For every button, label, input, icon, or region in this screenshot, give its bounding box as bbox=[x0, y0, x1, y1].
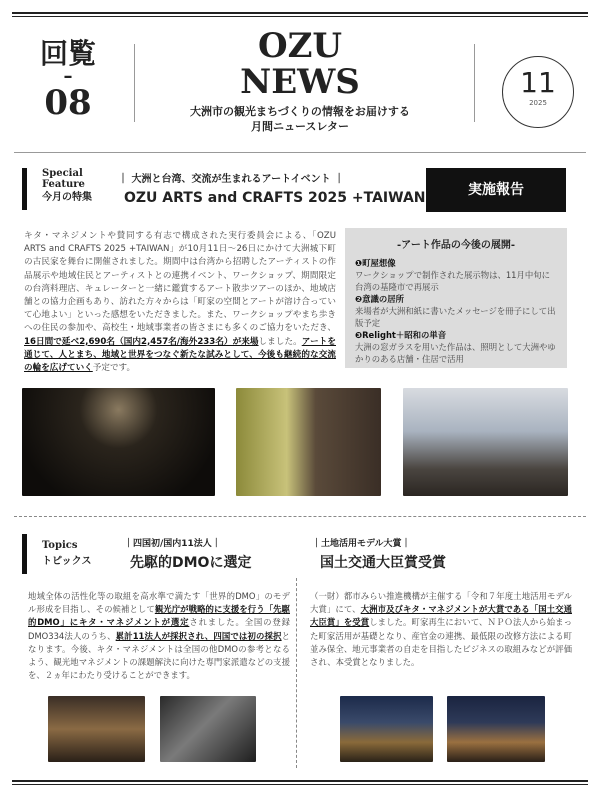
feature-body bbox=[24, 230, 336, 375]
highlight: 累計11法人が採択され、四国では初の採択 bbox=[115, 630, 282, 641]
bottom-rule bbox=[12, 780, 588, 785]
feature-label bbox=[42, 168, 92, 206]
photo-machiya-night bbox=[340, 696, 433, 762]
kairan-label: 回覧 bbox=[39, 37, 96, 70]
future-plans-box bbox=[345, 228, 567, 368]
text: しました。町家再生において、ＮＰＯ法人から始まった町家活用が基礎となり、産官金の連携、最低限の改修方法による町並み保全、地元事業者の自走を目指したビジネスの取組みなどが評価され、本受賞となりました。 bbox=[310, 617, 572, 668]
text: 予定です。 bbox=[92, 363, 136, 374]
title-line2: NEWS bbox=[240, 62, 360, 102]
highlight: 16日間で延べ2,690名（国内2,457名/海外233名）が来場 bbox=[24, 336, 259, 347]
photo-drawer-installation bbox=[236, 388, 381, 496]
topic-left-body bbox=[28, 590, 290, 682]
text: しました。 bbox=[258, 336, 302, 347]
item-head: ❶町屋想像 bbox=[355, 258, 396, 268]
kairan-dash: – bbox=[63, 66, 73, 87]
photo-paper-ceiling-artwork bbox=[403, 388, 568, 496]
topic-right-body bbox=[310, 590, 572, 669]
kairan-block bbox=[28, 38, 108, 122]
text: 地域全体の活性化等の取組を高水準で満たす「世界的DMO」のモデル形成を目指し、その候補として bbox=[28, 591, 290, 615]
photo-street-night bbox=[447, 696, 545, 762]
highlight: アートを通じて、人とまち、地域と世界をつなぐ新たな試みとして、今後も継続的な交流の輪を広げていく bbox=[24, 336, 336, 374]
label-en: Topics bbox=[42, 540, 78, 551]
topic-title: 先駆的DMOに選定 bbox=[130, 555, 252, 571]
item-text: ワークショップで制作された展示物は、11月中旬に台湾の基隆市で再展示 bbox=[355, 270, 550, 292]
label-jp: トピックス bbox=[42, 556, 92, 567]
month: 11 bbox=[520, 66, 556, 99]
photo-townscape-evening bbox=[48, 696, 145, 762]
divider bbox=[474, 44, 475, 122]
topic-kicker: ｜土地活用モデル大賞｜ bbox=[312, 539, 411, 549]
divider bbox=[14, 516, 586, 517]
issue-date-badge bbox=[502, 56, 574, 128]
item-text: 来場者が大洲和紙に書いたメッセージを冊子にして出版予定 bbox=[355, 306, 556, 328]
text: されました。全国の登録DMO334法人のうち、 bbox=[28, 617, 290, 641]
feature-kicker: ｜ 大洲と台湾、交流が生まれるアートイベント ｜ bbox=[118, 174, 345, 185]
text: （一財）都市みらい推進機構が主催する「令和７年度土地活用モデル大賞」にて、 bbox=[310, 591, 572, 615]
subtitle: 大洲市の観光まちづくりの情報をお届けする bbox=[190, 105, 410, 118]
divider bbox=[134, 44, 135, 122]
label-jp: 今月の特集 bbox=[42, 192, 92, 203]
photo-dmo-meeting bbox=[160, 696, 256, 762]
topic-kicker: ｜四国初/国内11法人｜ bbox=[124, 539, 221, 549]
section-marker bbox=[22, 534, 27, 574]
title-line1: OZU bbox=[257, 26, 343, 66]
highlight: 観光庁が戦略的に支援を行う「先駆的DMO」にキタ・マネジメントが選定 bbox=[28, 604, 290, 628]
label-en: Feature bbox=[42, 179, 85, 190]
subtitle-2: 月間ニュースレター bbox=[250, 120, 349, 133]
report-badge: 実施報告 bbox=[426, 168, 566, 212]
text: となります。今後、キタ・マネジメントは全国の他DMOの参考となるよう、観光地マネジメントの課題解決に向けた専門家派遣などの支援を、２ヵ年にわたり受けることができます。 bbox=[28, 630, 290, 681]
divider bbox=[14, 152, 586, 153]
topic-title: 国土交通大臣賞受賞 bbox=[320, 555, 446, 571]
item-head: ❸Relight＋昭和の単音 bbox=[355, 330, 447, 340]
divider bbox=[296, 578, 297, 768]
highlight: 大洲市及びキタ・マネジメントが大賞である「国土交通大臣賞」を受賞 bbox=[310, 604, 572, 628]
year: 2025 bbox=[529, 99, 547, 107]
box-title: -アート作品の今後の展開- bbox=[396, 240, 515, 251]
text: キタ・マネジメントや賛同する有志で構成された実行委員会による、「OZU ARTS and CRAFTS 2025 +TAIWAN」が10月11日～26日にかけて大洲城下町の古民家を舞台に開催されました。期間中は台湾から招聘したアーティストの作品展示や地域住民とアーティストとの連携イベント、ワークショップ、期間限定の台湾料理店、キュレーターと一緒に鑑賞するアート散歩ツアーのほか、地域店舗との協力企画もあり、訪れた方々からは「町家の空間とアートが溶け合っていて心地よい」といった感想をいただきました。また、ワークショップやまち歩きへの住民の参加や、高校生・地域事業者の皆さまにも多くのご協力をいただき、 bbox=[24, 231, 336, 334]
item-text: 大洲の窓ガラスを用いた作品は、照明として大洲やゆかりのある店舗・住居で活用 bbox=[355, 342, 556, 364]
photo-dark-room-exhibit bbox=[22, 388, 215, 496]
topics-label bbox=[42, 538, 92, 570]
top-rule bbox=[12, 12, 588, 17]
issue-number: 08 bbox=[44, 83, 92, 123]
section-marker bbox=[22, 168, 27, 210]
feature-title: OZU ARTS and CRAFTS 2025 +TAIWAN bbox=[124, 190, 426, 206]
item-head: ❷意識の居所 bbox=[355, 294, 404, 304]
label-en: Special bbox=[42, 168, 83, 179]
masthead bbox=[140, 28, 460, 134]
